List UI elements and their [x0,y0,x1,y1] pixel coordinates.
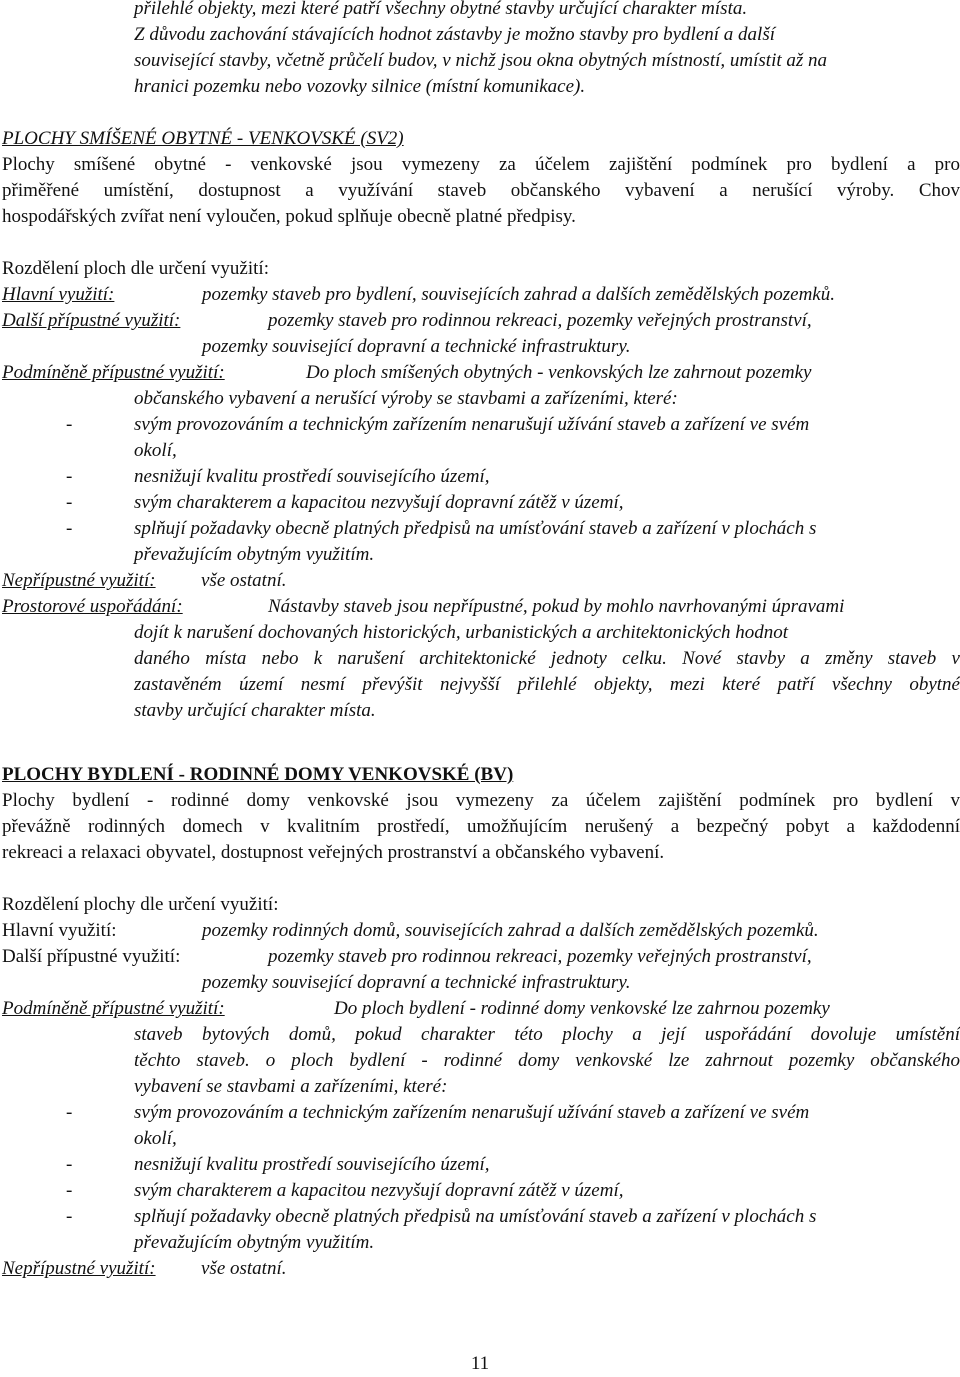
bv-bullet-2: nesnižují kvalitu prostředí souvisejícího území, [134,1154,490,1175]
bv-bullet-dash-1: - [66,1102,73,1123]
sv2-conditional-text-1: Do ploch smíšených obytných - venkovských lze zahrnout pozemky [306,362,812,383]
sv2-intro-line-1: Plochy smíšené obytné - venkovské jsou vymezeny za účelem zajištění podmínek pro bydlení a pro [2,154,960,175]
bv-bullet-3: svým charakterem a kapacitou nezvyšují dopravní zátěž v území, [134,1180,624,1201]
section-heading-sv2: PLOCHY SMÍŠENÉ OBYTNÉ - VENKOVSKÉ (SV2) [2,128,404,149]
bv-bullet-1a: svým provozováním a technickým zařízením nenarušují užívání staveb a zařízení ve svém [134,1102,810,1123]
sv2-spatial-label: Prostorové uspořádání: [2,596,183,617]
sv2-bullet-dash-4: - [66,518,73,539]
sv2-bullet-dash-1: - [66,414,73,435]
bv-main-use-text: pozemky rodinných domů, souvisejících zahrad a dalších zemědělských pozemků. [202,920,819,941]
bv-main-use-label: Hlavní využití: [2,920,117,941]
bv-conditional-text-3: těchto staveb. o ploch bydlení - rodinné domy venkovské lze zahrnout pozemky občanského [134,1050,960,1071]
sv2-main-use-label: Hlavní využití: [2,284,115,305]
bv-bullet-dash-3: - [66,1180,73,1201]
bv-other-use-text-2: pozemky související dopravní a technické infrastruktury. [202,972,631,993]
sv2-spatial-text-5: stavby určující charakter místa. [134,700,376,721]
top-paragraph-line-3: související stavby, včetně průčelí budov, v nichž jsou okna obytných místností, umístit až na [134,50,828,71]
sv2-forbidden-text: vše ostatní. [201,570,287,591]
sv2-main-use-text: pozemky staveb pro bydlení, souvisejících zahrad a dalších zemědělských pozemků. [202,284,835,305]
bv-other-use-label: Další přípustné využití: [2,946,181,967]
page-number: 11 [470,1353,490,1374]
sv2-forbidden-label: Nepřípustné využití: [2,570,156,591]
bv-other-use-text-1: pozemky staveb pro rodinnou rekreaci, pozemky veřejných prostranství, [268,946,812,967]
sv2-intro-line-3: hospodářských zvířat není vyloučen, pokud splňuje obecně platné předpisy. [2,206,576,227]
bv-intro-line-1: Plochy bydlení - rodinné domy venkovské jsou vymezeny za účelem zajištění podmínek pro bydlení v [2,790,960,811]
sv2-spatial-text-1: Nástavby staveb jsou nepřípustné, pokud by mohlo navrhovanými úpravami [268,596,845,617]
bv-bullet-4b: převažujícím obytným využitím. [134,1232,375,1253]
bv-conditional-text-1: Do ploch bydlení - rodinné domy venkovské lze zahrnou pozemky [334,998,830,1019]
top-paragraph-line-4: hranici pozemku nebo vozovky silnice (místní komunikace). [134,76,586,97]
bv-forbidden-label: Nepřípustné využití: [2,1258,156,1279]
sv2-other-use-label: Další přípustné využití: [2,310,181,331]
bv-bullet-dash-4: - [66,1206,73,1227]
sv2-other-use-text-2: pozemky související dopravní a technické infrastruktury. [202,336,631,357]
bv-intro-line-3: rekreaci a relaxaci obyvatel, dostupnost veřejných prostranství a občanského vybavení. [2,842,665,863]
bv-conditional-label: Podmíněně přípustné využití: [2,998,225,1019]
bv-bullet-dash-2: - [66,1154,73,1175]
sv2-intro-line-2: přiměřené umístění, dostupnost a využívání staveb občanského vybavení a nerušící výroby. Chov [2,180,960,201]
sv2-bullet-3: svým charakterem a kapacitou nezvyšují dopravní zátěž v území, [134,492,624,513]
sv2-spatial-text-3: daného místa nebo k narušení architektonické jednoty celku. Nové stavby a změny staveb v [134,648,960,669]
sv2-conditional-text-2: občanského vybavení a nerušící výroby se stavbami a zařízeními, které: [134,388,678,409]
sv2-spatial-text-2: dojít k narušení dochovaných historických, urbanistických a architektonických hodnot [134,622,789,643]
bv-bullet-1b: okolí, [134,1128,177,1149]
bv-conditional-text-2: staveb bytových domů, pokud charakter této plochy a její uspořádání dovoluje umístění [134,1024,960,1045]
sv2-bullet-1b: okolí, [134,440,177,461]
sv2-conditional-label: Podmíněně přípustné využití: [2,362,225,383]
sv2-bullet-4a: splňují požadavky obecně platných předpisů na umísťování staveb a zařízení v plochách s [134,518,817,539]
sv2-bullet-dash-2: - [66,466,73,487]
sv2-other-use-text-1: pozemky staveb pro rodinnou rekreaci, pozemky veřejných prostranství, [268,310,812,331]
section-heading-bv: PLOCHY BYDLENÍ - RODINNÉ DOMY VENKOVSKÉ (BV) [2,764,514,785]
bv-conditional-text-4: vybavení se stavbami a zařízeními, které: [134,1076,448,1097]
bv-intro-line-2: převážně rodinných domech v kvalitním prostředí, umožňujícím nerušený a bezpečný pobyt a každodenní [2,816,960,837]
bv-forbidden-text: vše ostatní. [201,1258,287,1279]
bv-division-label: Rozdělení plochy dle určení využití: [2,894,279,915]
sv2-bullet-1a: svým provozováním a technickým zařízením nenarušují užívání staveb a zařízení ve svém [134,414,810,435]
bv-bullet-4a: splňují požadavky obecně platných předpisů na umísťování staveb a zařízení v plochách s [134,1206,817,1227]
top-paragraph-line-1: přilehlé objekty, mezi které patří všechny obytné stavby určující charakter místa. [134,0,748,19]
sv2-bullet-4b: převažujícím obytným využitím. [134,544,375,565]
sv2-division-label: Rozdělení ploch dle určení využití: [2,258,269,279]
top-paragraph-line-2: Z důvodu zachování stávajících hodnot zástavby je možno stavby pro bydlení a další [134,24,775,45]
sv2-bullet-dash-3: - [66,492,73,513]
sv2-spatial-text-4: zastavěném území nesmí převýšit nejvyšší přilehlé objekty, mezi které patří všechny obytné [134,674,960,695]
sv2-bullet-2: nesnižují kvalitu prostředí souvisejícího území, [134,466,490,487]
